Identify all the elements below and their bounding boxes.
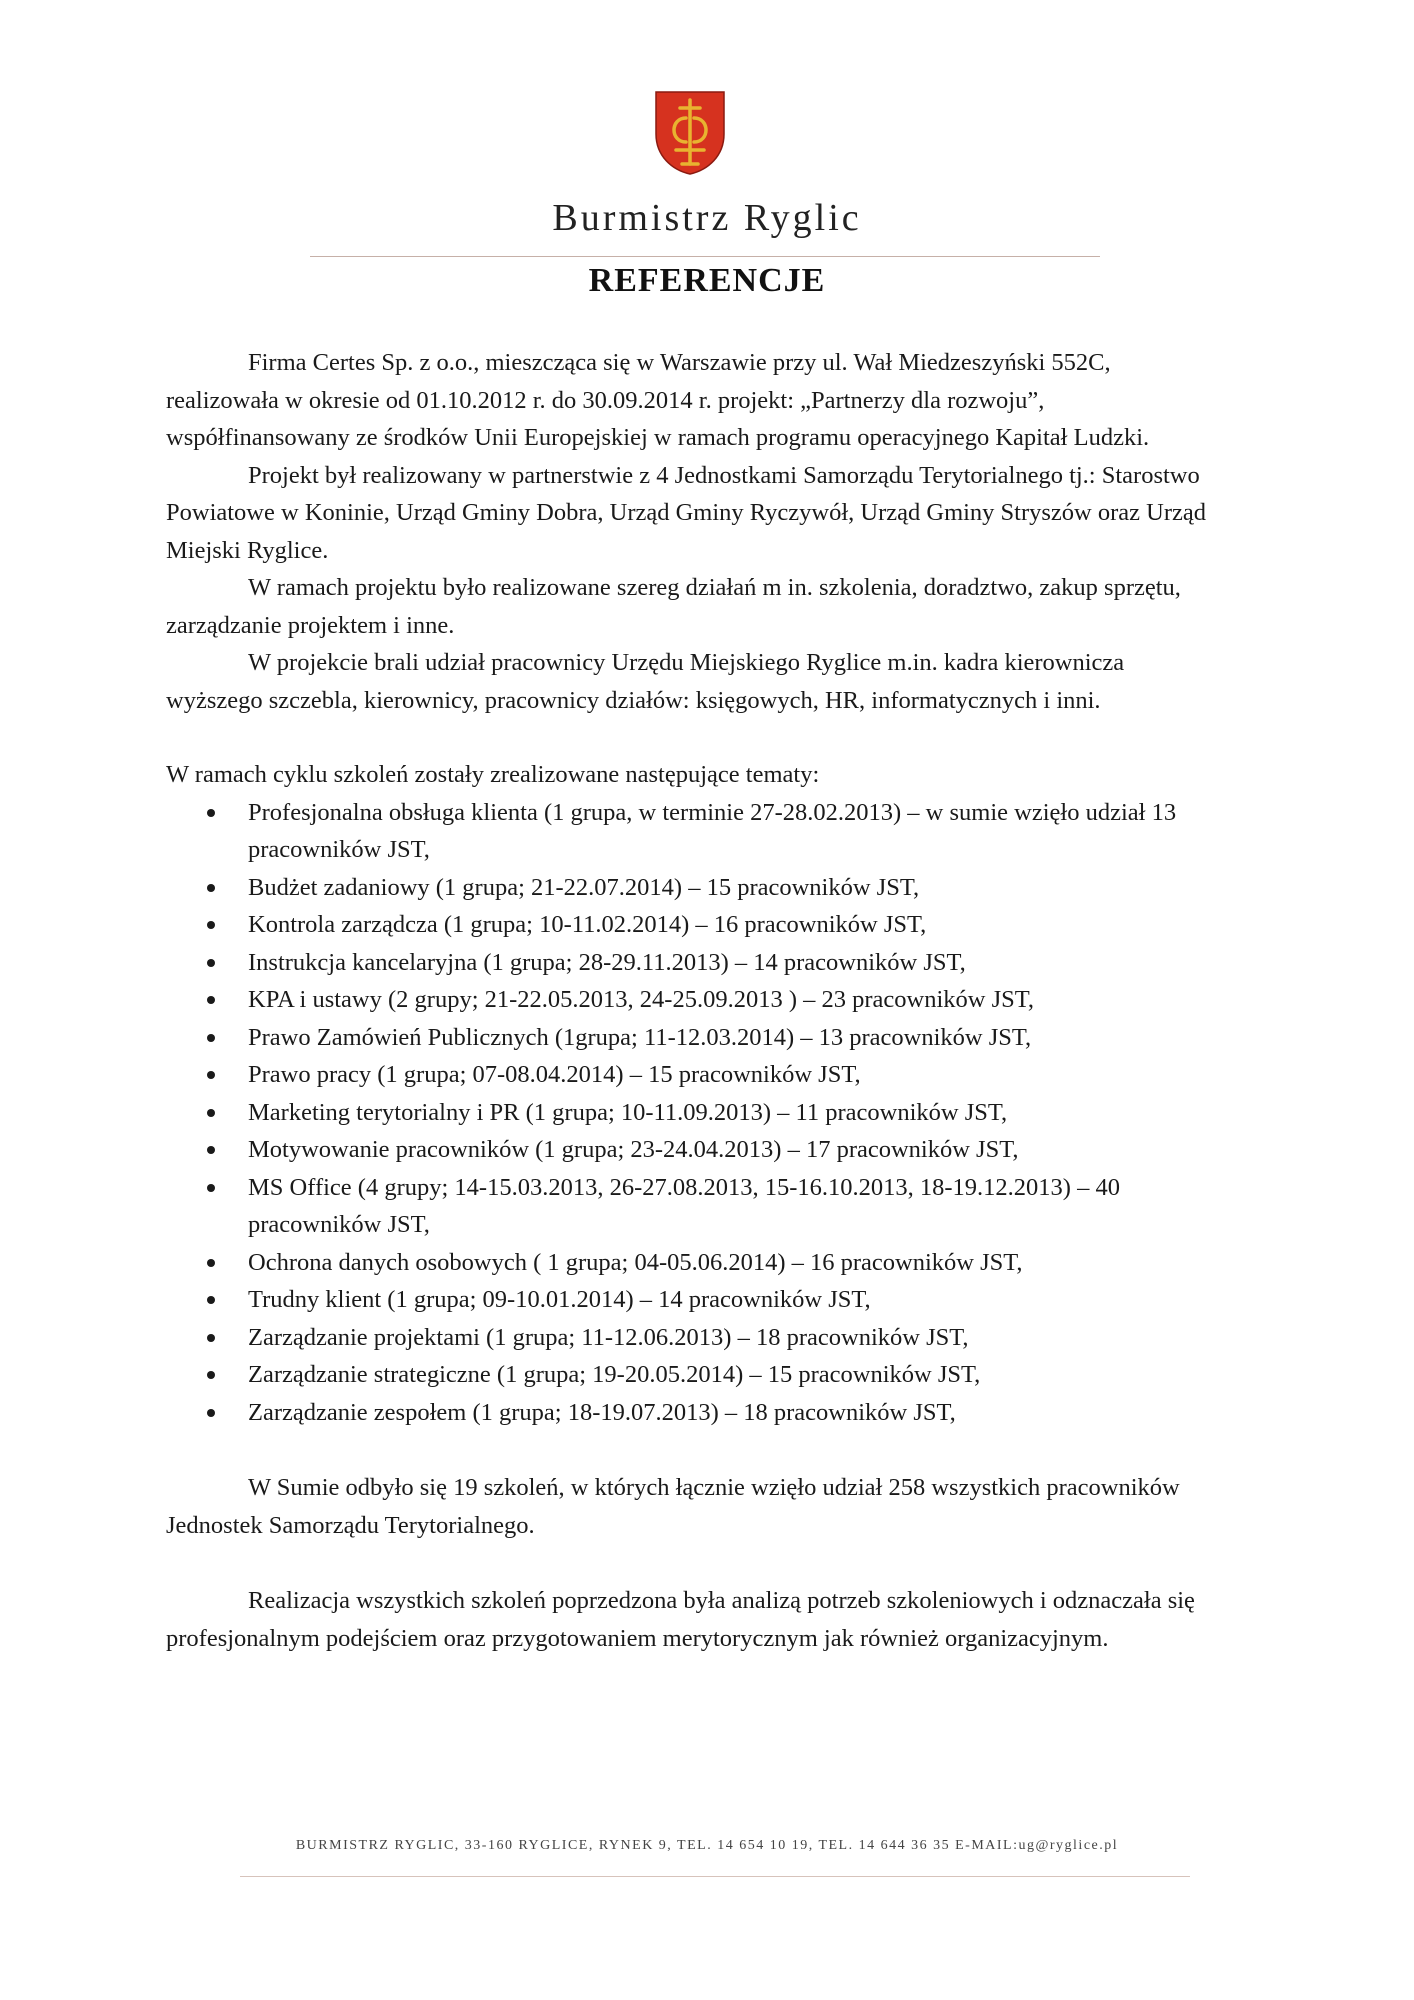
bullet-icon <box>207 1184 215 1192</box>
bullet-icon <box>207 1296 215 1304</box>
paragraph: W projekcie brali udział pracownicy Urzędu Miejskiego Ryglice m.in. kadra kierownicza wyższego szczebla, kierownicy, pracownicy działów: księgowych, HR, informatycznych i inni. <box>166 649 1125 714</box>
list-item <box>166 1019 1226 1057</box>
list-item <box>166 906 1226 944</box>
bullet-icon <box>207 884 215 892</box>
list-item <box>166 1356 1226 1394</box>
bullet-icon <box>207 1034 215 1042</box>
bullet-icon <box>207 1071 215 1079</box>
list-item-text: MS Office (4 grupy; 14-15.03.2013, 26-27.08.2013, 15-16.10.2013, 18-19.12.2013) – 40 pracowników JST, <box>248 1173 1120 1238</box>
paragraph: Projekt był realizowany w partnerstwie z 4 Jednostkami Samorządu Terytorialnego tj.: Starostwo Powiatowe w Koninie, Urząd Gminy Dobra, Urząd Gminy Ryczywół, Urząd Gminy Stryszów oraz Urząd Miejski Ryglice. <box>166 461 1207 564</box>
list-item-text: Budżet zadaniowy (1 grupa; 21-22.07.2014) – 15 pracowników JST, <box>248 873 920 901</box>
list-item-text: Zarządzanie projektami (1 grupa; 11-12.06.2013) – 18 pracowników JST, <box>248 1323 969 1351</box>
list-item <box>166 981 1226 1019</box>
bullet-icon <box>207 1109 215 1117</box>
list-item-text: Instrukcja kancelaryjna (1 grupa; 28-29.11.2013) – 14 pracowników JST, <box>248 948 966 976</box>
list-item-text: KPA i ustawy (2 grupy; 21-22.05.2013, 24-25.09.2013 ) – 23 pracowników JST, <box>248 986 1035 1013</box>
list-item <box>166 794 1226 869</box>
header-divider <box>310 256 1100 257</box>
footer-contact: BURMISTRZ RYGLIC, 33-160 RYGLICE, RYNEK 9, TEL. 14 654 10 19, TEL. 14 644 36 35 E-MAIL:ug@ryglice.pl <box>295 1838 1119 1853</box>
list-item-text: Zarządzanie strategiczne (1 grupa; 19-20.05.2014) – 15 pracowników JST, <box>248 1361 981 1388</box>
bullet-icon <box>207 1146 215 1154</box>
training-topics-list <box>166 794 1226 1432</box>
paragraph: W ramach projektu było realizowane szereg działań m in. szkolenia, doradztwo, zakup sprzętu, zarządzanie projektem i inne. <box>166 574 1181 639</box>
document-title: REFERENCJE <box>588 262 826 299</box>
list-item-text: Ochrona danych osobowych ( 1 grupa; 04-05.06.2014) – 16 pracowników JST, <box>248 1248 1023 1276</box>
list-intro: W ramach cyklu szkoleń zostały zrealizowane następujące tematy: <box>166 761 820 788</box>
list-item <box>166 1131 1226 1169</box>
list-item-text: Marketing terytorialny i PR (1 grupa; 10-11.09.2013) – 11 pracowników JST, <box>248 1098 1008 1126</box>
bullet-icon <box>207 1371 215 1379</box>
list-item-text: Kontrola zarządcza (1 grupa; 10-11.02.2014) – 16 pracowników JST, <box>248 911 927 938</box>
list-item <box>166 1244 1226 1282</box>
summary-paragraph: W Sumie odbyło się 19 szkoleń, w których łącznie wzięło udział 258 wszystkich pracowników Jednostek Samorządu Terytorialnego. <box>166 1474 1180 1539</box>
list-item-text: Profesjonalna obsługa klienta (1 grupa, w terminie 27-28.02.2013) – w sumie wzięło udział 13 pracowników JST, <box>248 798 1177 863</box>
bullet-icon <box>207 1259 215 1267</box>
bullet-icon <box>207 1409 215 1417</box>
list-item <box>166 1094 1226 1132</box>
bullet-icon <box>207 921 215 929</box>
list-item <box>166 1394 1226 1432</box>
list-item <box>166 1169 1226 1244</box>
list-item <box>166 1281 1226 1319</box>
list-item <box>166 944 1226 982</box>
coat-of-arms-icon <box>652 88 728 176</box>
list-item-text: Trudny klient (1 grupa; 09-10.01.2014) – 14 pracowników JST, <box>248 1286 871 1313</box>
paragraph: Firma Certes Sp. z o.o., mieszcząca się w Warszawie przy ul. Wał Miedzeszyński 552C, realizowała w okresie od 01.10.2012 r. do 30.09.2014 r. projekt: „Partnerzy dla rozwoju”, współfinansowany ze środków Unii Europejskiej w ramach programu operacyjnego Kapitał Ludzki. <box>166 349 1150 451</box>
bullet-icon <box>207 959 215 967</box>
bullet-icon <box>207 809 215 817</box>
list-item-text: Motywowanie pracowników (1 grupa; 23-24.04.2013) – 17 pracowników JST, <box>248 1136 1019 1163</box>
bullet-icon <box>207 1334 215 1342</box>
list-item <box>166 1319 1226 1357</box>
letter-body <box>166 344 1226 1657</box>
list-item-text: Zarządzanie zespołem (1 grupa; 18-19.07.2013) – 18 pracowników JST, <box>248 1398 956 1426</box>
organization-name: Burmistrz Ryglic <box>552 197 862 239</box>
list-item <box>166 1056 1226 1094</box>
list-item <box>166 869 1226 907</box>
list-item-text: Prawo pracy (1 grupa; 07-08.04.2014) – 15 pracowników JST, <box>248 1061 861 1088</box>
list-item-text: Prawo Zamówień Publicznych (1grupa; 11-12.03.2014) – 13 pracowników JST, <box>248 1023 1032 1051</box>
closing-paragraph: Realizacja wszystkich szkoleń poprzedzona była analizą potrzeb szkoleniowych i odznaczała się profesjonalnym podejściem oraz przygotowaniem merytorycznym jak również organizacyjnym. <box>166 1587 1195 1652</box>
footer-divider <box>240 1876 1190 1877</box>
bullet-icon <box>207 996 215 1004</box>
